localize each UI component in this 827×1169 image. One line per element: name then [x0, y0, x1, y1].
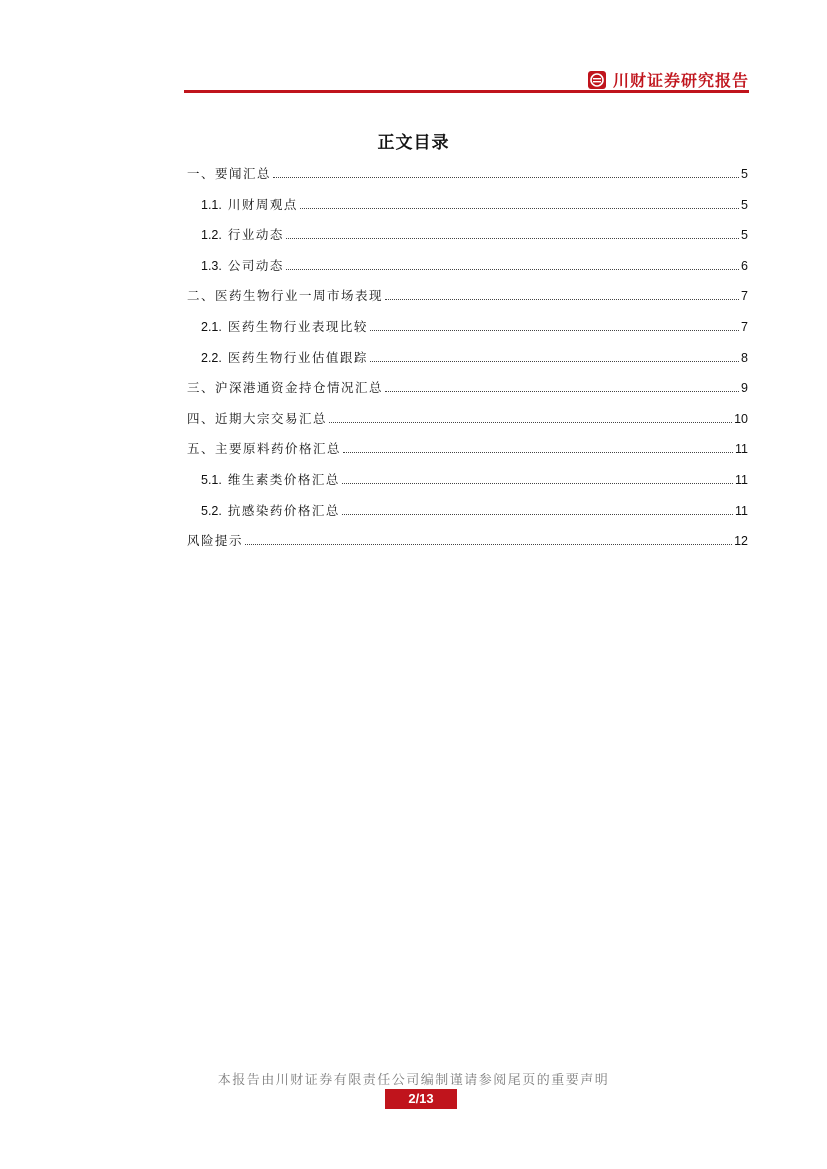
toc-entry-label [201, 195, 298, 215]
toc-entry-label [187, 164, 271, 184]
toc-entry-text: 五、主要原料药价格汇总 [187, 441, 342, 457]
toc-entry[interactable] [187, 409, 748, 440]
toc-entry[interactable] [187, 501, 748, 532]
toc-entry-label [187, 439, 341, 459]
table-of-contents [187, 164, 748, 562]
toc-entry[interactable] [187, 286, 748, 317]
toc-entry-text: 一、要闻汇总 [187, 166, 272, 181]
toc-entry-page: 9 [741, 381, 748, 396]
toc-entry-label [201, 317, 368, 337]
toc-dot-leader [329, 421, 732, 423]
toc-entry[interactable] [187, 195, 748, 226]
toc-entry-text: 风险提示 [187, 533, 244, 549]
toc-entry-number: 1.1. [201, 197, 222, 212]
toc-entry-label [187, 378, 383, 398]
footer-disclaimer: 本报告由川财证券有限责任公司编制谨请参阅尾页的重要声明 [217, 1073, 610, 1088]
toc-entry-text: 四、近期大宗交易汇总 [187, 410, 328, 426]
toc-entry-label [187, 409, 327, 429]
toc-entry-text: 二、医药生物行业一周市场表现 [187, 288, 384, 304]
toc-entry-page: 6 [741, 258, 748, 273]
toc-entry-page: 5 [741, 197, 748, 212]
toc-dot-leader [286, 268, 739, 270]
toc-entry-label [187, 531, 243, 551]
toc-entry[interactable] [187, 439, 748, 470]
toc-dot-leader [245, 543, 732, 545]
toc-entry-label [201, 348, 368, 368]
toc-entry-text: 抗感染药价格汇总 [227, 502, 340, 518]
toc-entry-label [201, 225, 284, 245]
toc-entry-page: 7 [741, 319, 748, 334]
toc-dot-leader [370, 360, 739, 362]
toc-entry-text: 三、沪深港通资金持仓情况汇总 [187, 380, 384, 396]
toc-entry-text: 行业动态 [227, 227, 284, 243]
toc-entry[interactable] [187, 256, 748, 287]
toc-entry-label [201, 470, 340, 490]
toc-entry-page: 5 [741, 167, 748, 181]
toc-entry-text: 公司动态 [227, 257, 284, 273]
brand-name: 川财证券研究报告 [612, 71, 749, 90]
toc-entry-page: 8 [741, 350, 748, 365]
toc-entry-page: 10 [734, 411, 748, 426]
toc-entry-label [201, 501, 340, 521]
toc-entry-number: 1.2. [201, 228, 222, 243]
toc-dot-leader [286, 237, 739, 239]
toc-title: 正文目录 [377, 133, 450, 153]
toc-entry[interactable] [187, 225, 748, 256]
header-brand [587, 68, 749, 91]
toc-entry-text: 川财周观点 [227, 196, 298, 212]
toc-entry-number: 5.2. [201, 503, 222, 518]
toc-dot-leader [370, 329, 739, 331]
toc-entry-number: 5.1. [201, 472, 222, 487]
page-number-badge: 2/13 [385, 1089, 457, 1109]
toc-entry[interactable] [187, 348, 748, 379]
toc-entry-text: 医药生物行业估值跟踪 [227, 349, 368, 365]
toc-dot-leader [343, 451, 733, 453]
toc-entry-page: 5 [741, 228, 748, 243]
toc-entry[interactable] [187, 164, 748, 195]
header-divider [184, 90, 749, 93]
toc-dot-leader [342, 482, 733, 484]
toc-dot-leader [385, 390, 739, 392]
toc-entry-number: 1.3. [201, 258, 222, 273]
toc-dot-leader [385, 298, 739, 300]
toc-entry[interactable] [187, 378, 748, 409]
toc-entry[interactable] [187, 531, 748, 562]
toc-entry-number: 2.2. [201, 350, 222, 365]
toc-entry-page: 12 [734, 534, 748, 549]
toc-dot-leader [300, 207, 739, 209]
toc-dot-leader [273, 176, 739, 178]
toc-entry-page: 11 [735, 472, 748, 487]
toc-entry-label [201, 256, 284, 276]
toc-entry-label [187, 286, 383, 306]
toc-entry-page: 11 [735, 503, 748, 518]
toc-entry-page: 11 [735, 442, 748, 457]
toc-entry[interactable] [187, 470, 748, 501]
toc-entry[interactable] [187, 317, 748, 348]
toc-entry-page: 7 [741, 289, 748, 304]
toc-dot-leader [342, 513, 733, 515]
toc-entry-text: 维生素类价格汇总 [227, 471, 340, 487]
toc-entry-text: 医药生物行业表现比较 [227, 318, 368, 334]
brand-logo-icon [587, 70, 607, 90]
toc-entry-number: 2.1. [201, 319, 222, 334]
